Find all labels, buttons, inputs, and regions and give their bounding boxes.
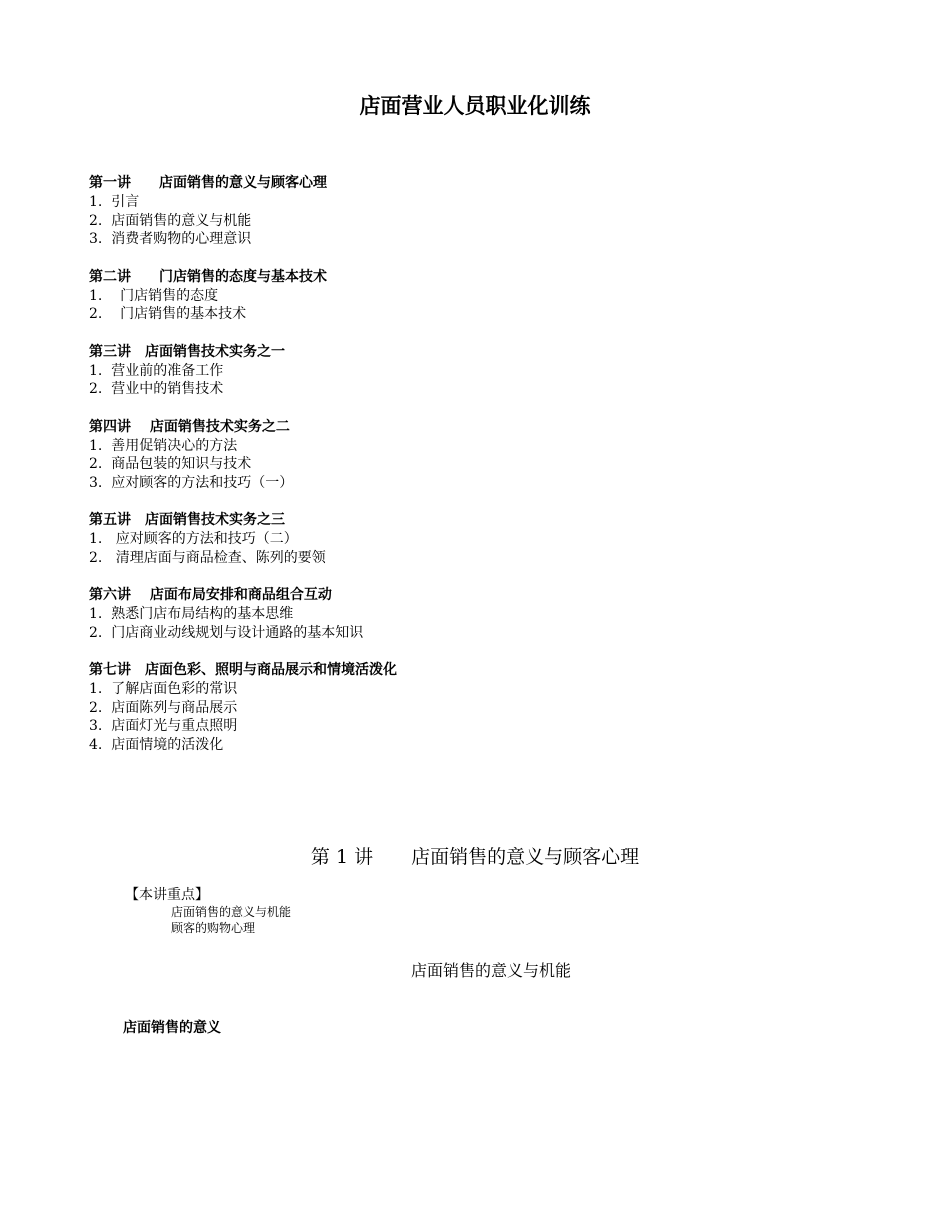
toc-item: 1. 引言 — [89, 194, 140, 210]
toc-item: 1. 应对顾客的方法和技巧（二） — [89, 531, 298, 547]
toc-section-5 — [89, 511, 869, 567]
toc-item: 1. 善用促销决心的方法 — [89, 437, 238, 454]
toc-section-heading: 第一讲 店面销售的意义与顾客心理 — [89, 175, 327, 191]
subsection-title: 店面销售的意义与机能 — [410, 961, 571, 980]
toc-item: 2. 清理店面与商品检查、陈列的要领 — [89, 549, 326, 566]
toc-item: 3. 店面灯光与重点照明 — [89, 718, 238, 734]
toc-item: 2. 商品包装的知识与技术 — [89, 456, 252, 472]
toc-item: 2. 营业中的销售技术 — [89, 381, 224, 397]
toc-section-6 — [89, 586, 869, 642]
document-title: 店面营业人员职业化训练 — [359, 94, 591, 118]
lecture-heading: 第 1 讲 店面销售的意义与顾客心理 — [310, 846, 640, 868]
table-of-contents — [89, 174, 869, 773]
toc-section-heading: 第三讲 店面销售技术实务之一 — [89, 343, 285, 360]
toc-item: 2. 门店商业动线规划与设计通路的基本知识 — [89, 624, 364, 641]
key-points-label: 【本讲重点】 — [125, 887, 209, 903]
toc-section-7 — [89, 661, 869, 754]
toc-item: 1. 门店销售的态度 — [89, 287, 219, 304]
toc-item: 2. 店面销售的意义与机能 — [89, 212, 252, 229]
toc-item: 1. 营业前的准备工作 — [89, 362, 224, 379]
toc-item: 3. 应对顾客的方法和技巧（一） — [89, 474, 294, 491]
toc-section-heading: 第二讲 门店销售的态度与基本技术 — [89, 268, 327, 285]
toc-section-heading: 第七讲 店面色彩、照明与商品展示和情境活泼化 — [89, 662, 397, 678]
toc-section-4 — [89, 418, 869, 493]
toc-item: 1. 了解店面色彩的常识 — [89, 681, 238, 697]
toc-item: 2. 店面陈列与商品展示 — [89, 699, 238, 716]
toc-section-1 — [89, 174, 869, 249]
key-point-item: 店面销售的意义与机能 — [171, 905, 292, 919]
toc-item: 4. 店面情境的活泼化 — [89, 736, 224, 753]
toc-item: 1. 熟悉门店布局结构的基本思维 — [89, 606, 294, 622]
key-point-item: 顾客的购物心理 — [171, 921, 256, 935]
toc-section-2 — [89, 268, 869, 324]
subsubsection-title: 店面销售的意义 — [123, 1020, 221, 1036]
toc-section-heading: 第四讲 店面销售技术实务之二 — [89, 418, 290, 435]
toc-section-3 — [89, 343, 869, 399]
key-points-block — [125, 886, 291, 936]
toc-item: 2. 门店销售的基本技术 — [89, 306, 247, 322]
toc-item: 3. 消费者购物的心理意识 — [89, 231, 252, 247]
toc-section-heading: 第五讲 店面销售技术实务之三 — [89, 512, 285, 528]
toc-section-heading: 第六讲 店面布局安排和商品组合互动 — [89, 587, 332, 603]
